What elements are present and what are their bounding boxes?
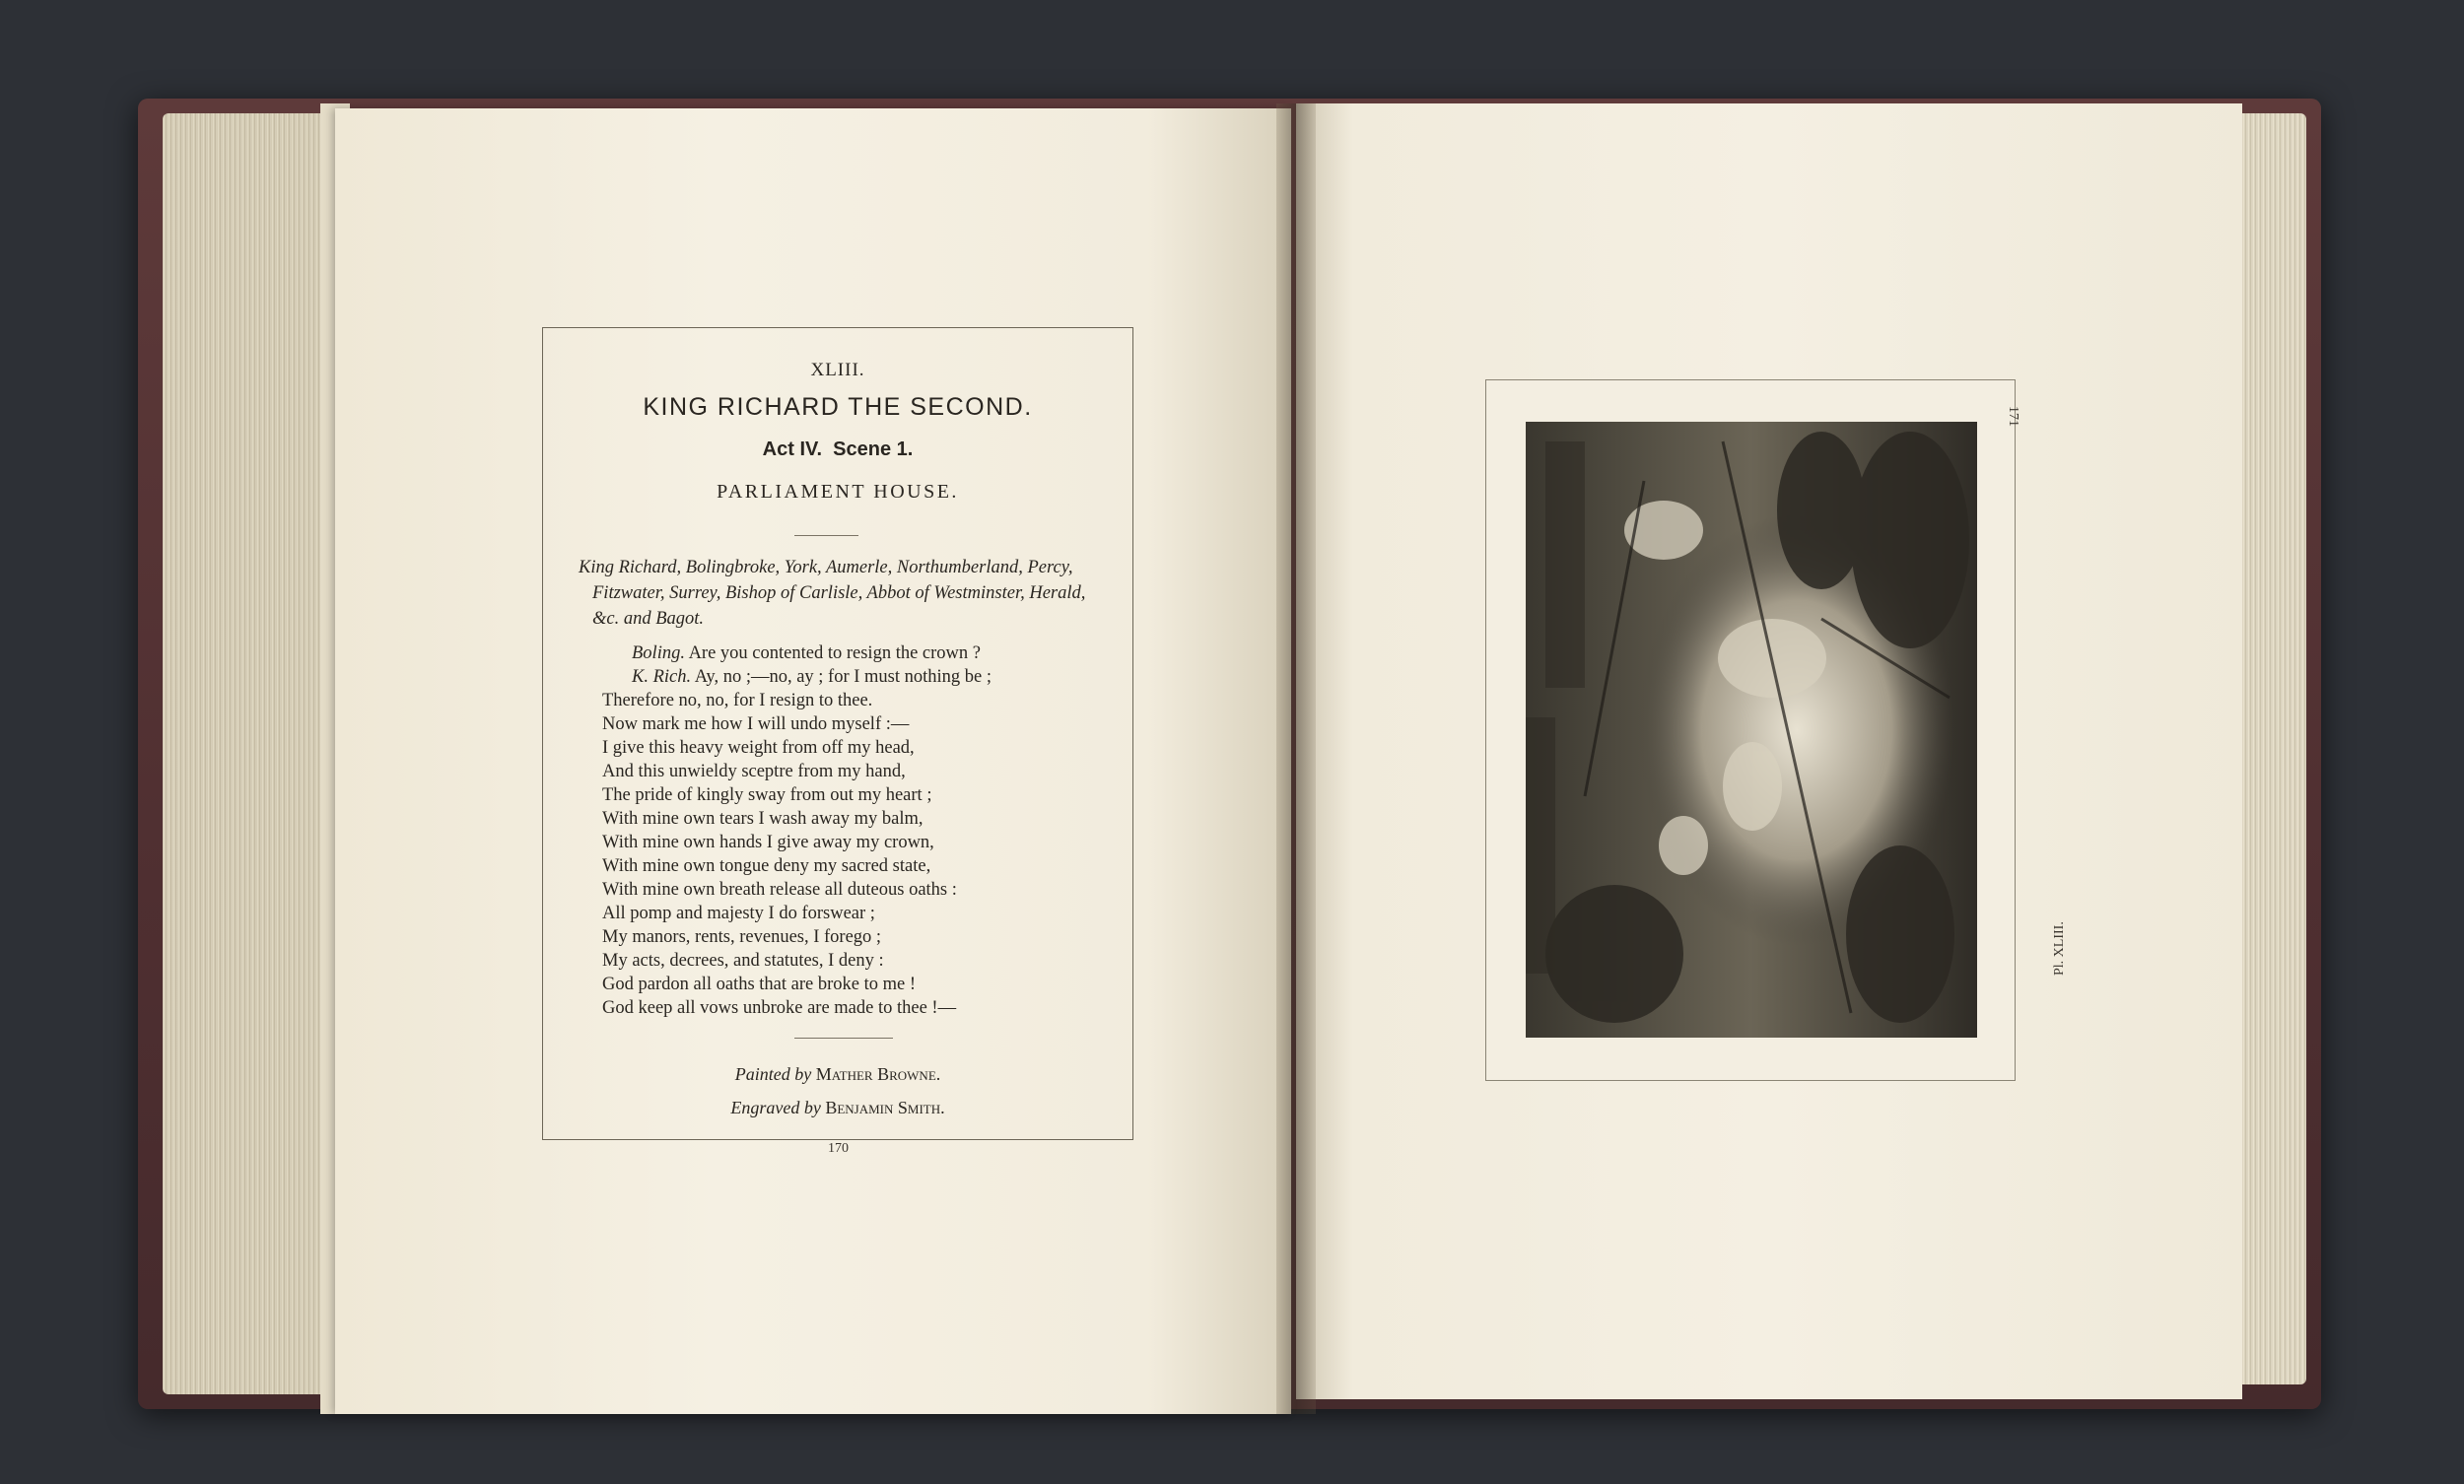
verse-line: With mine own hands I give away my crown, bbox=[602, 833, 934, 852]
plate-label bbox=[2052, 921, 2068, 976]
page-number-right: 171 bbox=[2006, 406, 2020, 427]
engraver-credit bbox=[543, 1091, 1132, 1124]
verse-line bbox=[602, 641, 1115, 665]
verse-line: I give this heavy weight from off my head, bbox=[602, 738, 915, 758]
engraving-image bbox=[1526, 422, 1977, 1038]
act-scene-heading: Act IV. Scene 1. bbox=[762, 438, 914, 460]
verse-line: The pride of kingly sway from out my heart ; bbox=[602, 785, 932, 805]
verse-line bbox=[602, 665, 1115, 689]
verse-line: My acts, decrees, and statutes, I deny : bbox=[602, 951, 884, 971]
page-number-left: 170 bbox=[828, 1141, 849, 1156]
plate-label-number: XLIII. bbox=[2052, 921, 2067, 958]
speaker-name: Boling. bbox=[632, 643, 685, 663]
painted-by-label: Painted by bbox=[734, 1064, 812, 1084]
painter-credit bbox=[543, 1057, 1132, 1091]
verse-line: With mine own breath release all duteous oaths : bbox=[602, 880, 957, 900]
engraver-name: Benjamin Smith. bbox=[825, 1098, 945, 1117]
verse-line: God keep all vows unbroke are made to thee !— bbox=[602, 998, 957, 1018]
verse-line: All pomp and majesty I do forswear ; bbox=[602, 904, 875, 923]
book-gutter bbox=[1276, 103, 1316, 1414]
verse-line: God pardon all oaths that are broke to me ! bbox=[602, 975, 916, 994]
painter-name: Mather Browne. bbox=[815, 1064, 941, 1084]
credits bbox=[543, 1057, 1132, 1124]
verse-text: Are you contented to resign the crown ? bbox=[684, 643, 981, 663]
chapter-number: XLIII. bbox=[810, 360, 865, 380]
divider-rule bbox=[794, 535, 858, 536]
verse-line: Now mark me how I will undo myself :— bbox=[602, 714, 910, 734]
speaker-name: K. Rich. bbox=[632, 667, 692, 687]
divider-rule bbox=[794, 1038, 893, 1039]
engraving-photograph bbox=[1526, 422, 1977, 1038]
plate-label-prefix: Pl. bbox=[2052, 960, 2067, 976]
verse-line: With mine own tongue deny my sacred state, bbox=[602, 856, 931, 876]
verse-line: Therefore no, no, for I resign to thee. bbox=[602, 691, 873, 710]
scene-location: PARLIAMENT HOUSE. bbox=[717, 481, 959, 503]
verse-text: Ay, no ;—no, ay ; for I must nothing be ; bbox=[691, 667, 992, 687]
verse-block bbox=[602, 641, 1115, 1020]
verse-line: And this unwieldy sceptre from my hand, bbox=[602, 762, 906, 781]
engraved-by-label: Engraved by bbox=[730, 1098, 821, 1117]
play-title: KING RICHARD THE SECOND. bbox=[643, 393, 1033, 421]
text-frame bbox=[542, 327, 1133, 1140]
verse-line: My manors, rents, revenues, I forego ; bbox=[602, 927, 882, 947]
verse-line: With mine own tears I wash away my balm, bbox=[602, 809, 924, 829]
dramatis-personae: King Richard, Bolingbroke, York, Aumerle, Northumberland, Percy, Fitzwater, Surrey, Bishop of Carlisle, Abbot of Westminster, Herald, &c. and Bagot. bbox=[579, 558, 1086, 629]
